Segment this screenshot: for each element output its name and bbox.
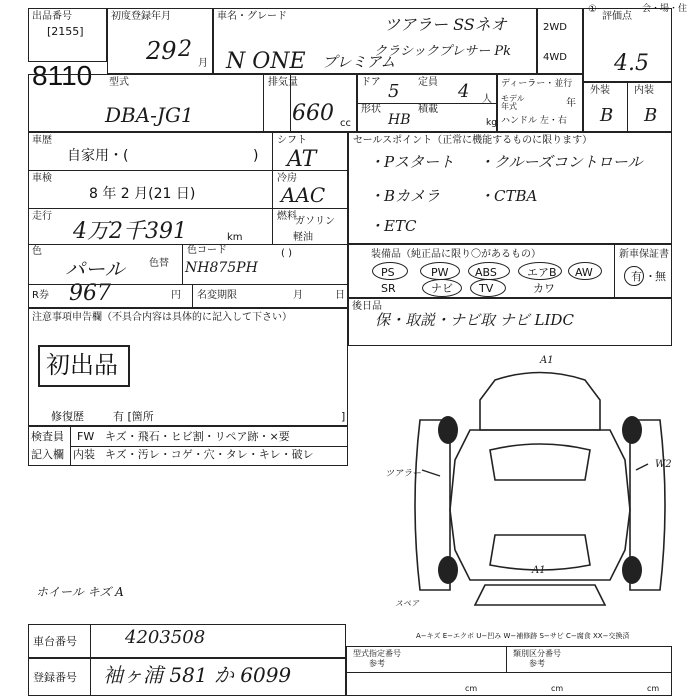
int-text: キズ・汚レ・コゲ・穴・タレ・キレ・破レ: [105, 448, 314, 461]
car-diagram: [410, 360, 670, 620]
sales-point-3: ・Bカメラ: [369, 187, 441, 205]
warranty-yes: 有: [631, 270, 642, 283]
damage-legend: A−キズ E−エクボ U−凹み W−補修跡 S−サビ C−腐食 XX−交換済: [416, 632, 630, 640]
sales-point-2: ・クルーズコントロール: [479, 153, 643, 171]
rear-value: 保・取説・ナビ取 ナビ LIDC: [375, 311, 574, 329]
interior-value: B: [644, 105, 658, 126]
shape-label: 形状: [361, 104, 381, 115]
equip-tv: TV: [479, 282, 494, 295]
color-value: パール: [65, 257, 125, 281]
year-unit: 年: [566, 98, 576, 109]
first-reg-label: 初度登録年月: [111, 11, 171, 22]
inspector-label: 検査員: [31, 430, 64, 443]
notes-title: 注意事項申告欄（不具合内容は具体的に記入して下さい）: [32, 312, 292, 323]
cm-unit-2: cm: [551, 684, 564, 693]
repair-value: 有 [箇所: [113, 410, 154, 423]
exterior-value: B: [600, 105, 614, 126]
color-code-value: NH875PH: [185, 260, 258, 276]
entry-label: 記入欄: [31, 448, 64, 461]
class-ref-label: 参考: [529, 659, 545, 668]
type-no-label: 型式指定番号: [353, 649, 401, 658]
registration-box: [28, 658, 346, 696]
history-box: [28, 132, 348, 308]
yen-unit: 円: [171, 290, 181, 301]
mileage-label: 走行: [32, 211, 52, 222]
rear-label: 後日品: [352, 301, 382, 312]
fuel-paren: ( ): [281, 248, 292, 259]
score-prefix: ①: [588, 4, 597, 15]
warranty-no: 無: [655, 270, 666, 283]
interior-label: 内装: [634, 85, 654, 96]
fw-text: キズ・飛石・ヒビ割・リペア跡・×要: [105, 430, 290, 443]
equip-abs: ABS: [475, 266, 497, 279]
first-reg-box: [107, 8, 213, 74]
score-value: 4.5: [614, 51, 649, 76]
equip-leather: カワ: [533, 282, 555, 295]
fuel-label: 燃料: [277, 211, 297, 222]
drive-2wd: 2WD: [543, 22, 567, 33]
fuel-diesel: 軽油: [293, 232, 313, 243]
equip-airbag: エアB: [527, 266, 557, 279]
shift-value: AT: [287, 147, 317, 172]
score-box: [583, 4, 688, 82]
r-value: 967: [69, 281, 111, 306]
equipment-title: 装備品（純正品に限り〇があるもの）: [371, 249, 541, 260]
capacity-label: 定員: [418, 77, 438, 88]
model-value: DBA-JG1: [105, 103, 194, 127]
drive-box: [537, 8, 583, 74]
score-suffix: 会・場・住: [642, 4, 688, 14]
load-unit: kg: [486, 118, 497, 128]
dealer-box: [497, 74, 583, 132]
first-reg-year: 29: [146, 37, 177, 65]
color-code-label: 色コード: [187, 245, 227, 256]
sales-box: [348, 132, 672, 244]
score-label: 評価点: [602, 11, 632, 22]
capacity-unit: 人: [482, 94, 492, 105]
inspection-value: 8 年 2 月(21 日): [89, 186, 196, 202]
fw-label: FW: [77, 430, 95, 443]
ac-value: AAC: [281, 183, 326, 207]
history-close: ): [253, 148, 259, 164]
mark-left: ツアラー: [385, 469, 422, 479]
rear-items-box: [348, 298, 672, 346]
name-label: 車名・グレード: [217, 11, 287, 22]
shift-label: シフト: [277, 135, 307, 146]
car-name: N ONE: [226, 49, 306, 74]
wheel-rear-left: [438, 556, 458, 584]
mark-w2: W2: [655, 459, 672, 470]
stamp-text: 初出品: [46, 351, 118, 379]
meigi-day: 日: [335, 290, 345, 301]
equip-sr: SR: [381, 282, 396, 295]
repair-close: ]: [341, 410, 346, 423]
meigi-label: 名変期限: [197, 290, 237, 301]
drive-4wd: 4WD: [543, 52, 567, 63]
reg-value: 袖ヶ浦 581 か 6099: [103, 663, 292, 687]
lot-label: 出品番号: [32, 11, 72, 22]
mark-bottom: スペア: [395, 599, 419, 608]
sales-point-1: ・Pスタート: [369, 153, 455, 171]
model-year-label: モデル年式: [501, 94, 525, 111]
cm-unit-1: cm: [465, 684, 478, 693]
sales-title: セールスポイント（正常に機能するものに限ります）: [353, 135, 593, 146]
warranty-label: 新車保証書: [619, 249, 669, 260]
wheel-rear-right: [622, 556, 642, 584]
displacement-unit: cc: [340, 118, 351, 129]
lot-sub: [2155]: [47, 25, 84, 38]
mark-a1-bottom: A1: [532, 565, 546, 576]
model-box: [28, 74, 291, 132]
exterior-label: 外装: [590, 85, 610, 96]
first-listing-stamp: [38, 345, 130, 387]
car-bottom-outline: [475, 585, 605, 605]
first-reg-month: 2: [178, 37, 192, 62]
history-value: 自家用・(: [67, 148, 129, 164]
displacement-value: 660: [292, 101, 334, 126]
warranty-sep: ・: [645, 270, 656, 283]
car-body-outline: [450, 430, 630, 580]
lot-number: 8110: [32, 60, 93, 91]
memo-text: ホイール キズ A: [36, 585, 124, 599]
inspection-label: 車検: [32, 173, 52, 184]
chassis-value: 4203508: [125, 627, 206, 648]
equip-aw: AW: [575, 266, 593, 279]
displacement-box: [263, 74, 357, 132]
chassis-label: 車台番号: [33, 635, 77, 648]
car-roof-outline: [480, 373, 600, 431]
equip-ps: PS: [381, 266, 395, 279]
type-ref-label: 参考: [369, 659, 385, 668]
doors-label: ドア: [361, 77, 381, 88]
equip-pw: PW: [431, 266, 449, 279]
class-no-label: 類別区分番号: [513, 649, 561, 658]
r-label: R券: [32, 290, 49, 301]
displacement-label: 排気量: [268, 77, 298, 88]
damage-mark-left: [422, 470, 440, 476]
doors-value: 5: [388, 81, 400, 102]
color-change-label: 色替: [149, 258, 169, 269]
sales-point-5: ・ETC: [369, 217, 417, 235]
type-number-box: [346, 646, 672, 696]
wheel-front-right: [622, 416, 642, 444]
grade-line2: ツアラー SSネオ: [384, 15, 507, 34]
dealer-label: ディーラー・並行: [501, 79, 573, 89]
load-label: 積載: [418, 104, 438, 115]
handle-label: ハンドル 左・右: [501, 116, 567, 126]
meigi-month: 月: [293, 290, 303, 301]
equip-navi: ナビ: [431, 282, 453, 295]
wheel-front-left: [438, 416, 458, 444]
mileage-unit: km: [227, 232, 243, 243]
ac-label: 冷房: [277, 173, 297, 184]
lot-box: [28, 8, 107, 62]
history-label: 車歴: [32, 135, 52, 146]
sales-point-4: ・CTBA: [479, 187, 538, 205]
shape-value: HB: [388, 112, 411, 128]
capacity-value: 4: [458, 81, 470, 102]
color-label: 色: [32, 246, 42, 257]
damage-mark-right: [636, 464, 648, 470]
chassis-box: [28, 624, 346, 658]
reg-label: 登録番号: [33, 671, 77, 684]
car-windshield: [490, 444, 590, 480]
grade-line1: プレミアム: [322, 53, 396, 71]
mileage-value: 4万2千391: [73, 219, 187, 244]
grade-line3: クラシックプレサー Pk: [374, 44, 511, 59]
name-grade-box: [213, 8, 537, 74]
fuel-gas: ガソリン: [295, 216, 335, 227]
model-label: 型式: [109, 77, 129, 88]
repair-label: 修復歴: [51, 410, 84, 423]
int-label: 内装: [73, 448, 95, 461]
month-unit: 月: [198, 58, 208, 69]
mark-a1-top: A1: [540, 355, 554, 366]
cm-unit-3: cm: [647, 684, 660, 693]
